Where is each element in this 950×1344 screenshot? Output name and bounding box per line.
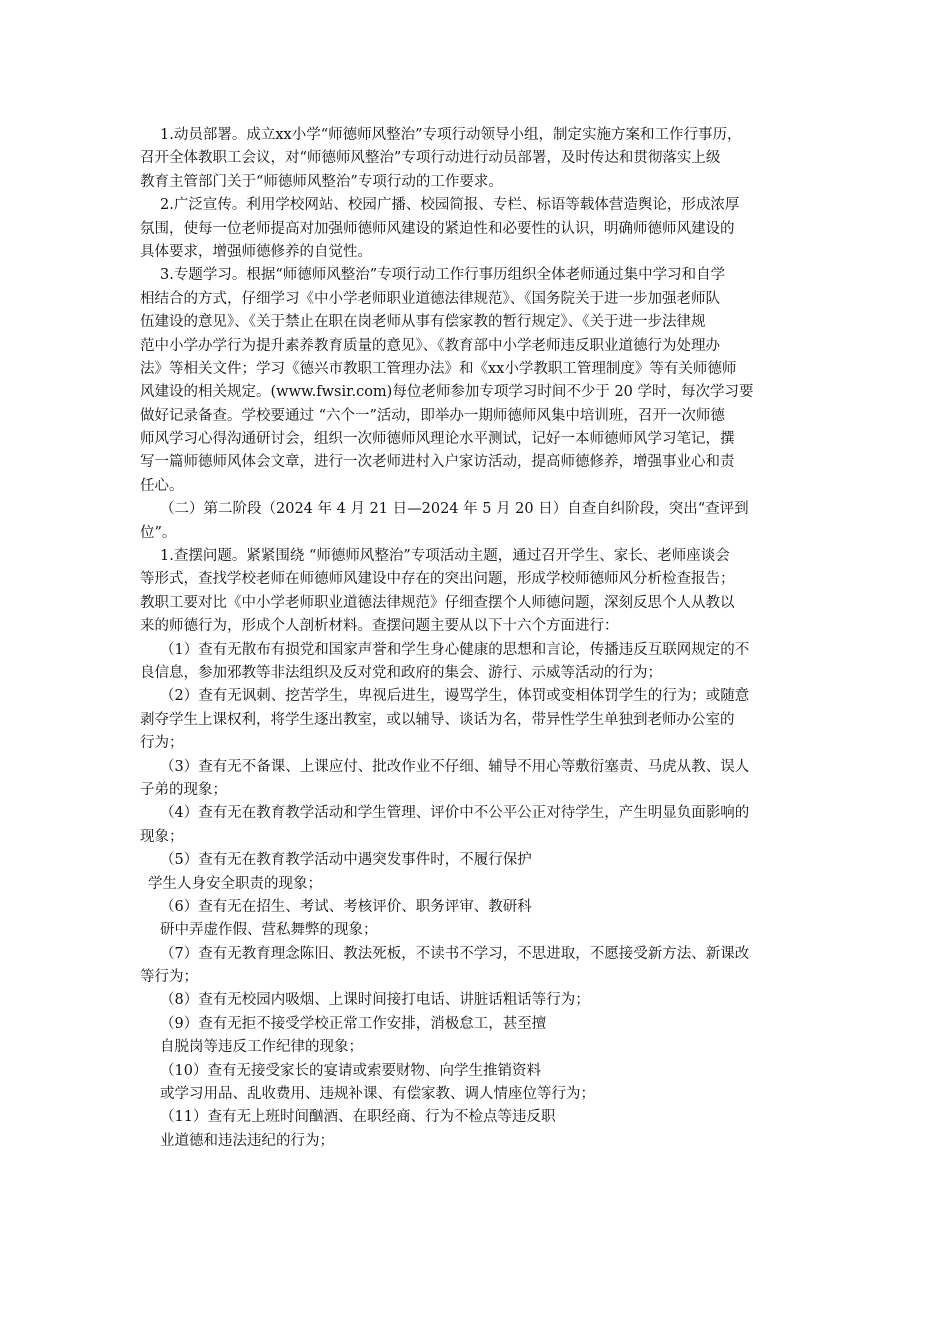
text-line: 相结合的方式，仔细学习《中小学老师职业道德法律规范》、《国务院关于进一步加强老师队: [140, 290, 720, 307]
text-line: （9）查有无拒不接受学校正常工作安排，消极怠工，甚至擅: [160, 1015, 547, 1032]
text-line: 1.动员部署。成立xx小学“师德师风整治”专项行动领导小组，制定实施方案和工作行事历，: [160, 127, 742, 143]
text-line: 范中小学办学行为提升素养教育质量的意见》、《教育部中小学老师违反职业道德行为处理办: [140, 337, 720, 354]
text-line: （11）查有无上班时间酗酒、在职经商、行为不检点等违反职: [160, 1109, 556, 1126]
text-line: 做好记录备查。学校要通过 “六个一”活动，即举办一期师德师风集中培训班，召开一次师德: [140, 407, 725, 424]
text-line: 2.广泛宣传。利用学校网站、校园广播、校园简报、专栏、标语等载体营造舆论，形成浓厚: [160, 197, 740, 214]
text-line: （5）查有无在教育教学活动中遇突发事件时，不履行保护: [160, 852, 532, 869]
text-line: 1.查摆问题。紧紧围绕 “师德师风整治”专项活动主题，通过召开学生、家长、老师座谈会: [160, 548, 730, 565]
text-line: 学生人身安全职责的现象；: [148, 875, 322, 892]
text-line: 伍建设的意见》、《关于禁止在职在岗老师从事有偿家教的暂行规定》、《关于进一步法律规: [140, 314, 706, 331]
document-body: [140, 124, 812, 1153]
text-line: （1）查有无散布有损党和国家声誉和学生身心健康的思想和言论，传播违反互联网规定的不: [160, 641, 750, 658]
text-line: 教职工要对比《中小学老师职业道德法律规范》仔细查摆个人师德问题，深刻反思个人从教以: [140, 594, 735, 611]
text-line: 氛围，使每一位老师提高对加强师德师风建设的紧迫性和必要性的认识，明确师德师风建设的: [140, 220, 735, 237]
text-line: （二）第二阶段（2024 年 4 月 21 日—2024 年 5 月 20 日）自查自纠阶段，突出“查评到: [160, 501, 749, 518]
text-line: 等行为；: [140, 969, 198, 986]
text-line: 教育主管部门关于“师德师风整治”专项行动的工作要求。: [140, 173, 503, 190]
text-line: 剥夺学生上课权利，将学生逐出教室，或以辅导、谈话为名，带异性学生单独到老师办公室的: [140, 711, 735, 728]
text-line: 3.专题学习。根据“师德师风整治”专项行动工作行事历组织全体老师通过集中学习和自学: [160, 267, 726, 284]
text-line: 来的师德行为，形成个人剖析材料。查摆问题主要从以下十六个方面进行：: [140, 618, 619, 635]
text-line: 具体要求，增强师德修养的自觉性。: [140, 243, 372, 260]
text-line: 等形式，查找学校老师在师德师风建设中存在的突出问题，形成学校师德师风分析检查报告；: [140, 571, 735, 588]
text-line: 行为；: [140, 735, 184, 752]
text-line: （3）查有无不备课、上课应付、批改作业不仔细、辅导不用心等敷衍塞责、马虎从教、误人: [160, 758, 750, 775]
text-line: （7）查有无教育理念陈旧、教法死板，不读书不学习，不思进取，不愿接受新方法、新课改: [160, 945, 750, 962]
text-line: 召开全体教职工会议，对“师德师风整治”专项行动进行动员部署，及时传达和贯彻落实上级: [140, 150, 721, 167]
text-line: 风建设的相关规定。(www.fwsir.com)每位老师参加专项学习时间不少于 20 学时，每次学习要: [140, 384, 754, 401]
text-line: 业道德和违法违纪的行为；: [160, 1132, 334, 1149]
text-line: 现象；: [140, 828, 184, 845]
text-line: （8）查有无校园内吸烟、上课时间接打电话、讲脏话粗话等行为；: [160, 992, 590, 1009]
text-line: 良信息，参加邪教等非法组织及反对党和政府的集会、游行、示威等活动的行为；: [140, 664, 662, 681]
text-line: （4）查有无在教育教学活动和学生管理、评价中不公平公正对待学生，产生明显负面影响的: [160, 805, 750, 822]
text-line: 任心。: [140, 477, 184, 494]
text-line: 或学习用品、乱收费用、违规补课、有偿家教、调人情座位等行为；: [160, 1086, 595, 1103]
text-line: （2）查有无讽刺、挖苦学生，卑视后进生，谩骂学生，体罚或变相体罚学生的行为；或随意: [160, 688, 750, 705]
text-line: 自脱岗等违反工作纪律的现象；: [160, 1039, 363, 1056]
text-line: （10）查有无接受家长的宴请或索要财物、向学生推销资料: [160, 1062, 541, 1079]
text-line: 写一篇师德师风体会文章，进行一次老师进村入户家访活动，提高师德修养，增强事业心和责: [140, 454, 735, 471]
text-line: 位”。: [140, 524, 177, 541]
text-line: 子弟的现象；: [140, 781, 227, 798]
text-line: （6）查有无在招生、考试、考核评价、职务评审、教研科: [160, 898, 532, 915]
text-line: 法》等相关文件；学习《德兴市教职工管理办法》和《xx小学教职工管理制度》等有关师德师: [140, 360, 737, 377]
text-line: 研中弄虚作假、营私舞弊的现象；: [160, 922, 378, 939]
text-line: 师风学习心得沟通研讨会，组织一次师德师风理论水平测试，记好一本师德师风学习笔记，撰: [140, 431, 735, 448]
